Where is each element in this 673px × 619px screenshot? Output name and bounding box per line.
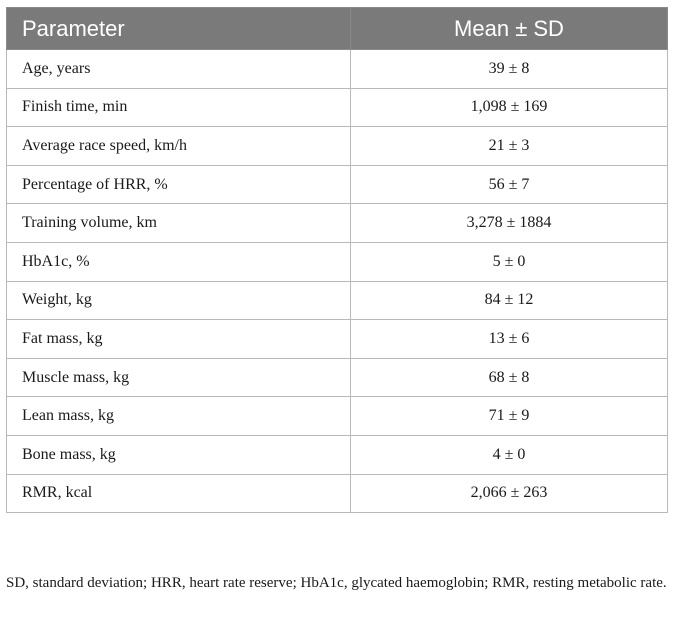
mean-sd-cell: 39 ± 8	[351, 50, 668, 89]
table-row	[7, 50, 668, 89]
mean-sd-cell: 71 ± 9	[351, 397, 668, 436]
parameter-cell: Finish time, min	[7, 88, 351, 127]
parameter-cell: Lean mass, kg	[7, 397, 351, 436]
table-row	[7, 358, 668, 397]
mean-sd-cell: 84 ± 12	[351, 281, 668, 320]
header-row	[7, 8, 668, 50]
parameter-cell: Training volume, km	[7, 204, 351, 243]
parameter-cell: Age, years	[7, 50, 351, 89]
table-row	[7, 242, 668, 281]
table-footnote: SD, standard deviation; HRR, heart rate reserve; HbA1c, glycated haemoglobin; RMR, resting metabolic rate.	[6, 575, 667, 591]
parameter-cell: Percentage of HRR, %	[7, 165, 351, 204]
mean-sd-cell: 5 ± 0	[351, 242, 668, 281]
parameter-table	[6, 7, 668, 513]
table-container	[6, 7, 667, 513]
parameter-cell: HbA1c, %	[7, 242, 351, 281]
mean-sd-cell: 68 ± 8	[351, 358, 668, 397]
mean-sd-cell: 1,098 ± 169	[351, 88, 668, 127]
mean-sd-cell: 21 ± 3	[351, 127, 668, 166]
header-mean-sd: Mean ± SD	[351, 8, 668, 50]
mean-sd-cell: 13 ± 6	[351, 320, 668, 359]
mean-sd-cell: 4 ± 0	[351, 435, 668, 474]
table-row	[7, 435, 668, 474]
table-row	[7, 474, 668, 513]
table-row	[7, 88, 668, 127]
mean-sd-cell: 56 ± 7	[351, 165, 668, 204]
table-row	[7, 397, 668, 436]
table-row	[7, 281, 668, 320]
table-row	[7, 204, 668, 243]
header-parameter: Parameter	[7, 8, 351, 50]
mean-sd-cell: 3,278 ± 1884	[351, 204, 668, 243]
parameter-cell: RMR, kcal	[7, 474, 351, 513]
parameter-cell: Muscle mass, kg	[7, 358, 351, 397]
table-header	[7, 8, 668, 50]
table-row	[7, 165, 668, 204]
parameter-cell: Bone mass, kg	[7, 435, 351, 474]
table-row	[7, 320, 668, 359]
parameter-cell: Weight, kg	[7, 281, 351, 320]
parameter-cell: Average race speed, km/h	[7, 127, 351, 166]
mean-sd-cell: 2,066 ± 263	[351, 474, 668, 513]
table-body	[7, 50, 668, 513]
table-row	[7, 127, 668, 166]
parameter-cell: Fat mass, kg	[7, 320, 351, 359]
